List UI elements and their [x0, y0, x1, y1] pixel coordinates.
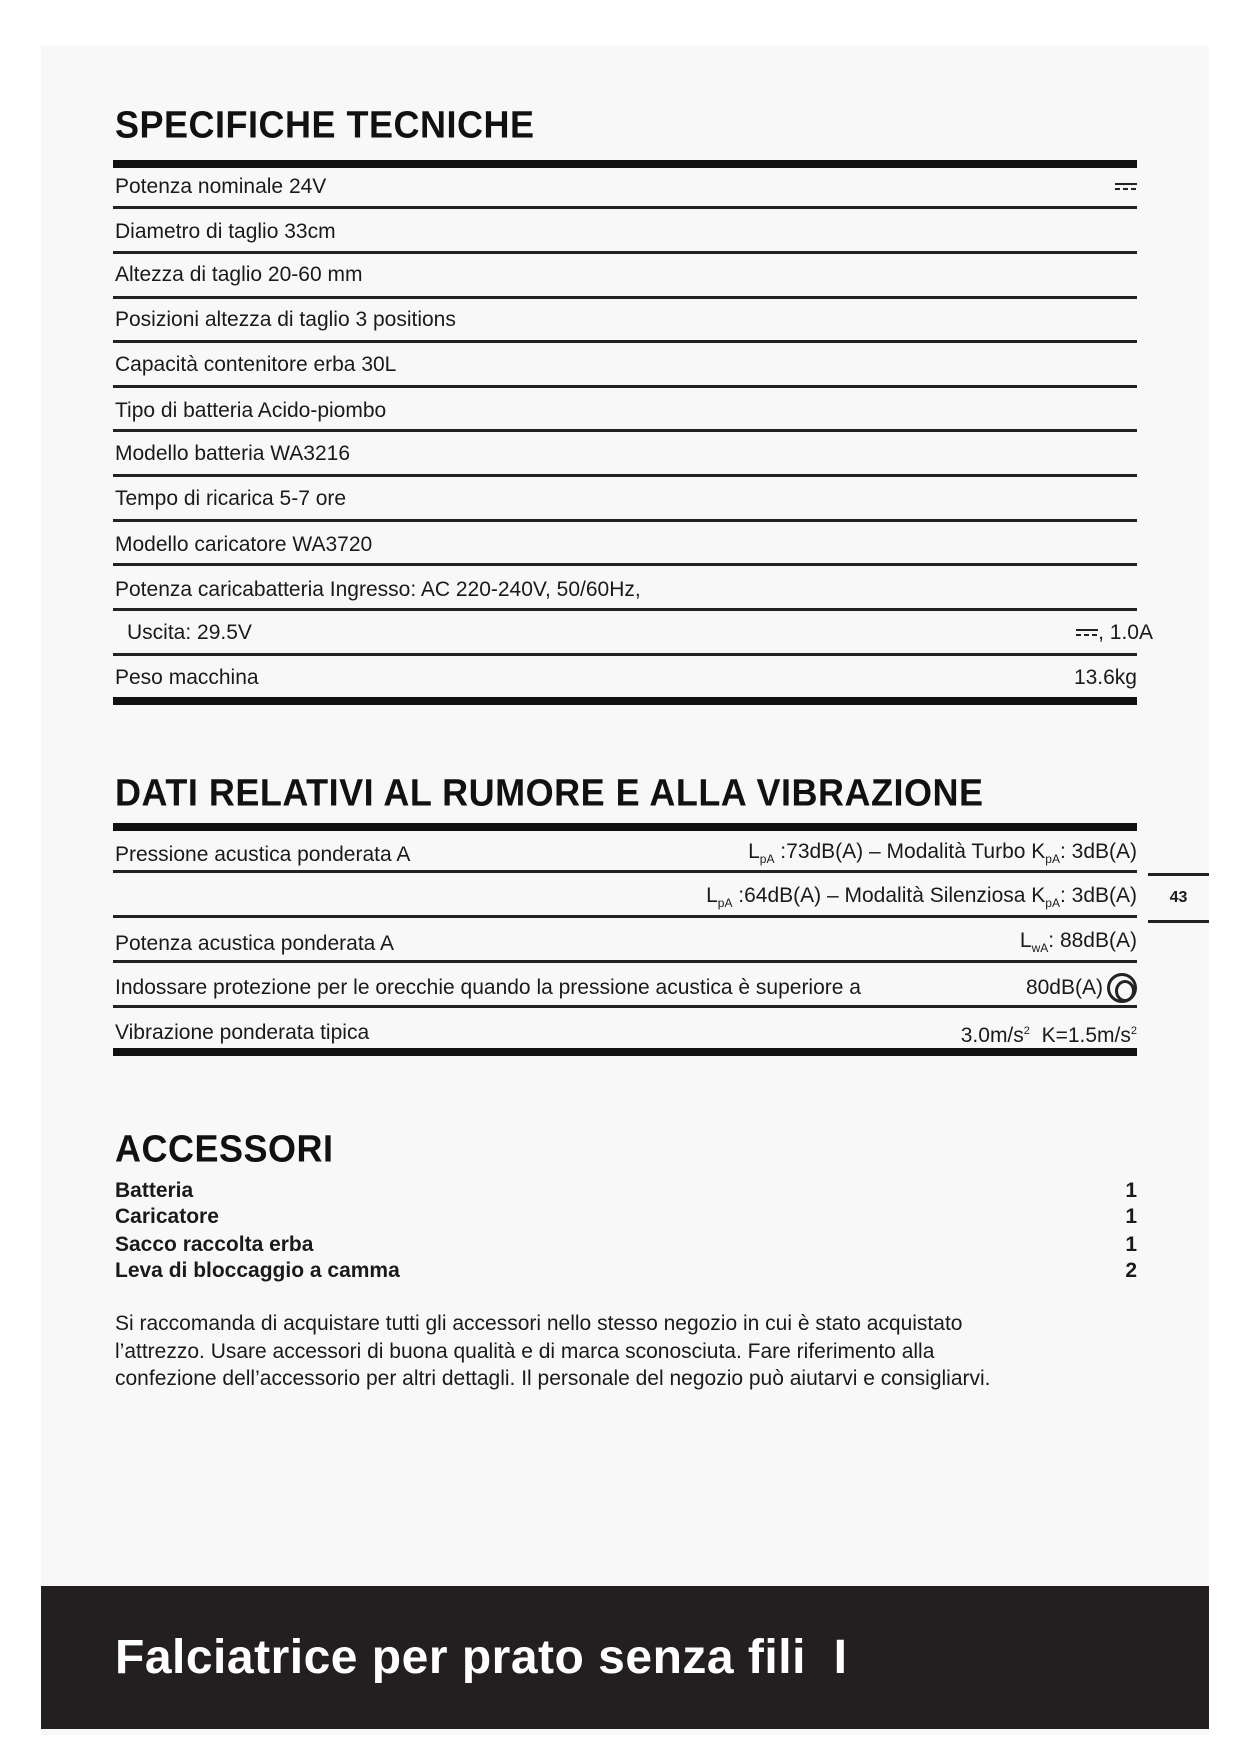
note-line: confezione dell’accessorio per altri dettagli. Il personale del negozio può aiutarvi e consigliarvi.	[115, 1367, 991, 1390]
accessory-item: Batteria 1	[115, 1179, 1137, 1202]
divider	[113, 1005, 1137, 1008]
noise-label: Potenza acustica ponderata A	[115, 932, 395, 955]
dc-symbol-icon	[1115, 183, 1137, 191]
spec-row	[115, 305, 1137, 335]
divider	[113, 563, 1137, 566]
noise-label: Pressione acustica ponderata A	[115, 843, 411, 866]
spec-label: Uscita: 29.5V	[127, 621, 252, 644]
spec-label: Modello caricatore WA3720	[115, 533, 373, 556]
spec-row	[115, 172, 1137, 202]
divider	[113, 1048, 1137, 1056]
spec-row	[115, 350, 1137, 380]
divider	[113, 160, 1137, 168]
noise-value: 80dB(A)	[1025, 975, 1103, 999]
spec-row	[115, 618, 1153, 648]
ear-protection-icon	[1107, 973, 1137, 1003]
noise-title: DATI RELATIVI AL RUMORE E ALLA VIBRAZIONE	[115, 770, 984, 814]
divider	[113, 251, 1137, 254]
divider	[113, 429, 1137, 432]
noise-row	[115, 1018, 1137, 1048]
spec-value: 13.6kg	[1073, 666, 1137, 689]
note-line: Si raccomanda di acquistare tutti gli accessori nello stesso negozio in cui è stato acquistato	[115, 1312, 963, 1335]
divider	[113, 915, 1137, 918]
noise-value: $L_{wA}$: 88dB(A)	[1019, 928, 1137, 955]
divider	[113, 296, 1137, 299]
divider	[113, 519, 1137, 522]
spec-row	[115, 396, 1137, 426]
accessory-item: Caricatore 1	[115, 1205, 1137, 1228]
accessory-item: Leva di bloccaggio a camma 2	[115, 1259, 1137, 1282]
spec-row	[115, 663, 1137, 693]
specs-title: SPECIFICHE TECNICHE	[115, 102, 535, 146]
noise-value: $L_{pA}$ :64dB(A) – Modalità Silenziosa $K_{pA}$: 3dB(A)	[706, 883, 1137, 910]
noise-row	[115, 884, 1137, 914]
noise-row	[115, 840, 1137, 870]
spec-label: Altezza di taglio 20-60 mm	[115, 263, 363, 286]
spec-row	[115, 530, 1137, 560]
spec-row	[115, 484, 1137, 514]
divider	[113, 608, 1137, 611]
spec-label: Peso macchina	[115, 666, 259, 689]
spec-label: Diametro di taglio 33cm	[115, 220, 336, 243]
note-line: l’attrezzo. Usare accessori di buona qualità e di marca sconosciuta. Fare riferimento alla	[115, 1339, 935, 1363]
divider	[113, 697, 1137, 705]
spec-label: Posizioni altezza di taglio 3 positions	[115, 308, 456, 331]
spec-row	[115, 217, 1137, 247]
spec-row	[115, 439, 1137, 469]
divider	[113, 823, 1137, 831]
divider	[113, 340, 1137, 343]
spec-label: Potenza caricabatteria Ingresso: AC 220-240V, 50/60Hz,	[115, 578, 641, 601]
spec-label: Tipo di batteria Acido-piombo	[115, 399, 387, 422]
spec-label: Potenza nominale 24V	[115, 175, 327, 198]
noise-row	[115, 973, 1137, 1003]
noise-value: $L_{pA}$ :73dB(A) – Modalità Turbo $K_{pA}$: 3dB(A)	[748, 839, 1137, 866]
page-number: 43	[1148, 873, 1209, 923]
accessory-item: Sacco raccolta erba 1	[115, 1233, 1137, 1256]
divider	[113, 385, 1137, 388]
spec-row	[115, 260, 1137, 290]
accessories-note	[115, 1310, 1145, 1393]
divider	[113, 653, 1137, 656]
spec-label: Capacità contenitore erba 30L	[115, 353, 397, 376]
spec-label: Tempo di ricarica 5-7 ore	[115, 487, 347, 510]
accessories-title: ACCESSORI	[115, 1126, 334, 1170]
noise-row	[115, 929, 1137, 959]
divider	[113, 206, 1137, 209]
noise-label: Indossare protezione per le orecchie quando la pressione acustica è superiore a	[115, 976, 861, 999]
noise-value: $3.0m/s^2$ $K=1.5m/s^2$	[960, 1023, 1137, 1047]
spec-row	[115, 575, 1137, 605]
noise-label: Vibrazione ponderata tipica	[115, 1021, 370, 1044]
spec-label: Modello batteria WA3216	[115, 442, 351, 465]
spec-value: , 1.0A	[1098, 621, 1153, 644]
footer-title: Falciatrice per prato senza fili I	[115, 1631, 848, 1684]
dc-symbol-icon	[1076, 629, 1098, 637]
divider	[113, 474, 1137, 477]
divider	[113, 870, 1137, 873]
divider	[113, 960, 1137, 963]
